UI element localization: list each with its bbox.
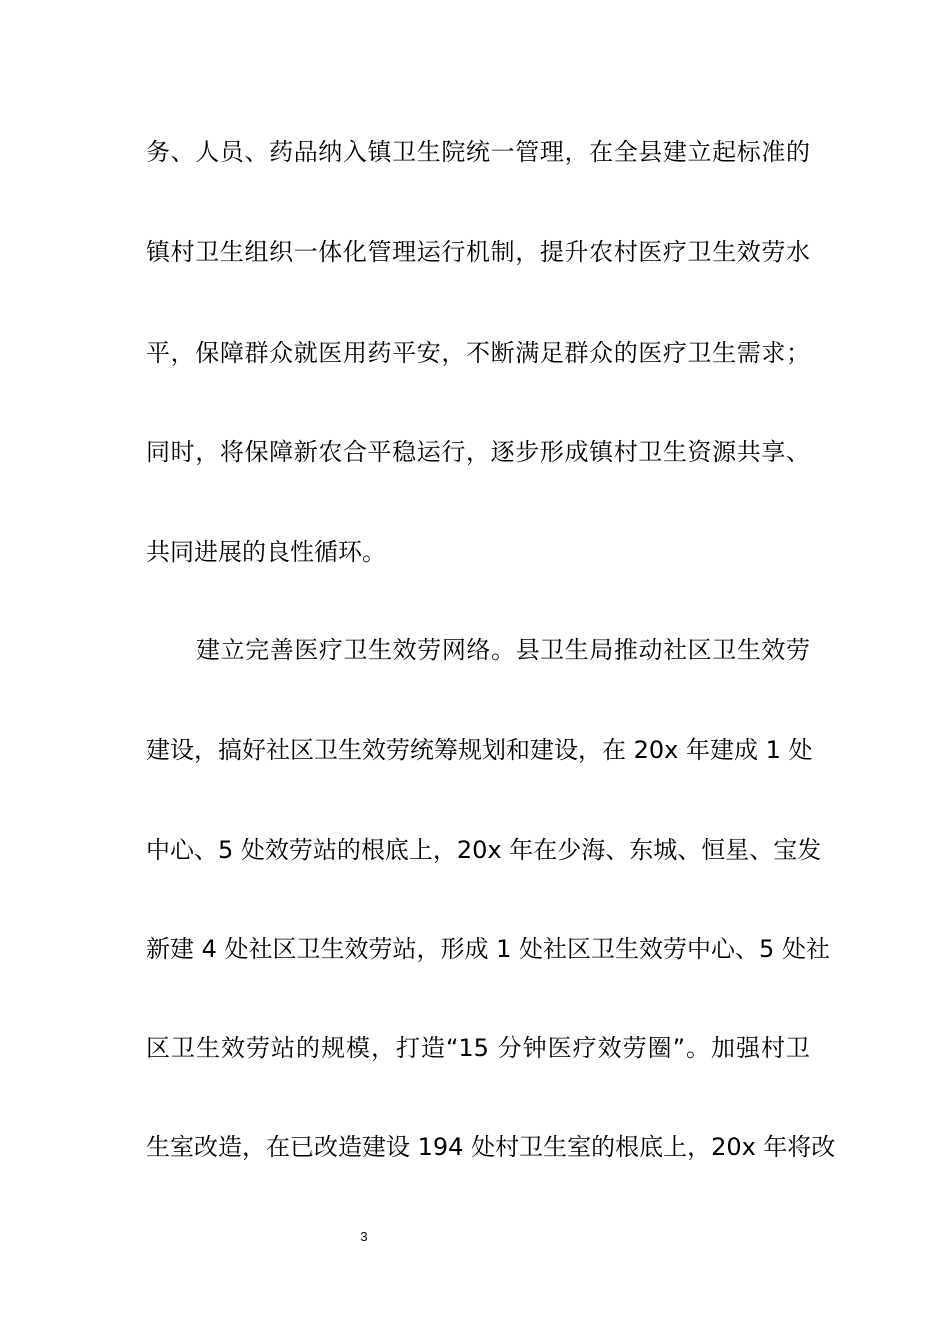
text-line: 区卫生效劳站的规模，打造“15 分钟医疗效劳圈”。加强村卫 [146,1034,810,1062]
text-line: 共同进展的良性循环。 [146,538,386,566]
text-line: 平，保障群众就医用药平安，不断满足群众的医疗卫生需求； [146,339,810,367]
text-line: 同时，将保障新农合平稳运行，逐步形成镇村卫生资源共享、 [146,438,810,466]
text-line: 建设，搞好社区卫生效劳统筹规划和建设，在 20x 年建成 1 处 [146,736,813,764]
text-line: 生室改造，在已改造建设 194 处村卫生室的根底上，20x 年将改 [146,1133,836,1161]
text-line: 建立完善医疗卫生效劳网络。县卫生局推动社区卫生效劳 [196,636,810,664]
text-line: 中心、5 处效劳站的根底上，20x 年在少海、东城、恒星、宝发 [146,836,822,864]
text-line: 镇村卫生组织一体化管理运行机制，提升农村医疗卫生效劳水 [146,238,810,266]
text-line: 新建 4 处社区卫生效劳站，形成 1 处社区卫生效劳中心、5 处社 [146,935,830,963]
text-line: 务、人员、药品纳入镇卫生院统一管理，在全县建立起标准的 [146,138,810,166]
page-number: 3 [360,1229,368,1244]
